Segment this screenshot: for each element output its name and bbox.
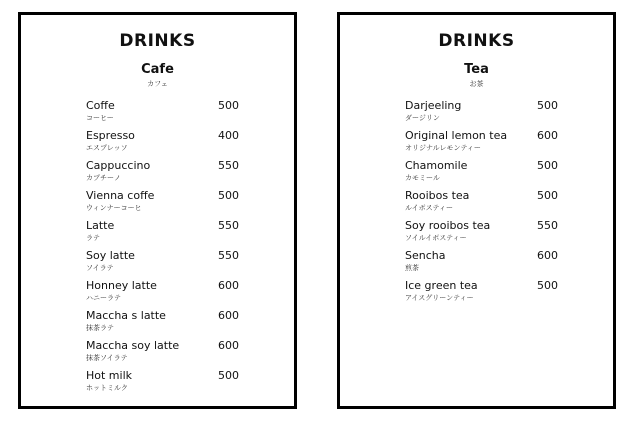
- cafe-menu-card: [18, 12, 297, 409]
- menu-item: [405, 219, 613, 249]
- item-name: Vienna coffe: [86, 189, 155, 202]
- item-japanese-name: エスプレッソ: [86, 144, 128, 152]
- item-japanese-name: オリジナルレモンティー: [405, 144, 481, 152]
- item-japanese-name: ホットミルク: [86, 384, 128, 392]
- menu-title: DRINKS: [438, 31, 515, 51]
- item-name: Maccha s latte: [86, 309, 166, 322]
- item-japanese-name: 抹茶ソイラテ: [86, 354, 128, 362]
- item-japanese-name: 抹茶ラテ: [86, 324, 114, 332]
- item-price: 500: [218, 369, 239, 382]
- menu-item: [86, 99, 294, 129]
- item-japanese-name: ウィンナーコーヒ: [86, 204, 142, 212]
- item-japanese-name: ソイラテ: [86, 264, 114, 272]
- item-price: 550: [537, 219, 558, 232]
- item-name: Ice green tea: [405, 279, 478, 292]
- item-name: Soy rooibos tea: [405, 219, 491, 232]
- menu-item: [86, 309, 294, 339]
- item-price: 600: [537, 249, 558, 262]
- menu-item: [405, 159, 613, 189]
- item-japanese-name: 煎茶: [405, 264, 419, 272]
- menu-item: [86, 189, 294, 219]
- item-name: Original lemon tea: [405, 129, 508, 142]
- item-japanese-name: ダージリン: [405, 114, 440, 122]
- section-subheading: カフェ: [147, 80, 168, 88]
- item-price: 400: [218, 129, 239, 142]
- item-name: Rooibos tea: [405, 189, 470, 202]
- item-name: Latte: [86, 219, 115, 232]
- item-japanese-name: ハニーラテ: [86, 294, 121, 302]
- item-price: 550: [218, 249, 239, 262]
- menu-item: [86, 249, 294, 279]
- section-heading: Cafe: [141, 62, 174, 77]
- item-price: 500: [218, 99, 239, 112]
- menu-item: [86, 159, 294, 189]
- item-name: Honney latte: [86, 279, 157, 292]
- item-japanese-name: ソイルイボスティー: [405, 234, 467, 242]
- menu-item: [86, 219, 294, 249]
- item-price: 550: [218, 159, 239, 172]
- item-price: 500: [537, 279, 558, 292]
- item-price: 600: [218, 309, 239, 322]
- item-japanese-name: カプチーノ: [86, 174, 121, 182]
- item-price: 500: [537, 99, 558, 112]
- item-japanese-name: ラテ: [86, 234, 100, 242]
- item-price: 600: [537, 129, 558, 142]
- menu-item: [86, 279, 294, 309]
- section-heading: Tea: [464, 62, 489, 77]
- menu-item: [86, 369, 294, 399]
- item-japanese-name: アイスグリーンティー: [405, 294, 474, 302]
- item-name: Espresso: [86, 129, 135, 142]
- item-name: Cappuccino: [86, 159, 151, 172]
- tea-menu-card: [337, 12, 616, 409]
- menu-item: [86, 339, 294, 369]
- menu-item: [405, 129, 613, 159]
- item-name: Chamomile: [405, 159, 468, 172]
- menu-item: [405, 189, 613, 219]
- item-price: 500: [537, 189, 558, 202]
- item-japanese-name: ルイボスティー: [405, 204, 453, 212]
- item-name: Coffe: [86, 99, 115, 112]
- menu-item: [405, 279, 613, 309]
- item-japanese-name: カモミール: [405, 174, 440, 182]
- item-price: 500: [218, 189, 239, 202]
- item-name: Soy latte: [86, 249, 135, 262]
- item-price: 600: [218, 279, 239, 292]
- item-price: 500: [537, 159, 558, 172]
- menu-item: [405, 99, 613, 129]
- item-name: Hot milk: [86, 369, 133, 382]
- section-subheading: お茶: [469, 80, 484, 88]
- menu-item-list: [86, 99, 294, 399]
- item-name: Sencha: [405, 249, 446, 262]
- menu-item: [86, 129, 294, 159]
- menu-item-list: [405, 99, 613, 309]
- item-price: 550: [218, 219, 239, 232]
- menu-title: DRINKS: [119, 31, 196, 51]
- item-price: 600: [218, 339, 239, 352]
- item-name: Maccha soy latte: [86, 339, 180, 352]
- menu-item: [405, 249, 613, 279]
- item-japanese-name: コーヒー: [86, 114, 114, 122]
- item-name: Darjeeling: [405, 99, 462, 112]
